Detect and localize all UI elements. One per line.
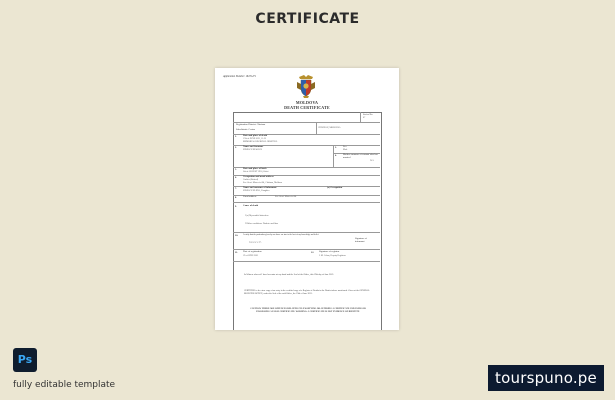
section-value: 17th of JUNE 2021, 11:25 MEMORIAL REGIONAL HOSPITAL: [243, 138, 278, 143]
section-value: Str. Alexei Mateevici 84: [275, 196, 297, 198]
registrar-name: I. M. Ceban, Deputy Registrar: [319, 255, 346, 257]
section-number: 4.: [335, 154, 337, 157]
caution-warning: CAUTION: THERE ARE OFFENCES RELATING TO FALSIFYING OR ALTERING A CERTIFICATE AND USING OR POSSESSING A FALSE CERTIFICATE. WARNING: A CERTIFICATE IS NOT EVIDENCE OF IDENTITY.: [250, 308, 366, 313]
series-value: 07: [363, 117, 366, 119]
section-number: 1.: [235, 135, 237, 138]
section-value: IONESCU MARIAN: [243, 149, 262, 151]
section-value: IONESCU ELENA, Daughter: [243, 190, 270, 192]
section-value: N/A: [370, 160, 374, 162]
section-label: Occupation and usual address: [243, 175, 274, 178]
signature-informant-label: Signature of informant: [355, 237, 367, 243]
section-label: Date of registration: [243, 250, 262, 253]
witness-paragraph: In Witness whereof I have hereunto set my hand and the Seal of the Office, this 19th day of June 2021.: [244, 274, 334, 276]
section-value: 19 of JUNE 2021: [243, 255, 259, 257]
section-number: 7.: [235, 187, 237, 190]
section-value: 5th of AUGUST 1950, Orhei: [243, 171, 269, 173]
section-label: Maiden surname of woman who has married: [343, 153, 378, 159]
death-certificate-document: [215, 68, 399, 330]
coat-of-arms-emblem: [295, 73, 317, 99]
informant-signature: Ionescu E.: [249, 240, 262, 244]
section-number: 9.: [235, 205, 237, 208]
registration-district-label: Registration District: Chisinau: [236, 123, 266, 126]
certificate-title: DEATH CERTIFICATE: [284, 105, 330, 110]
section-number: 2.: [235, 146, 237, 149]
section-number: 10.: [235, 234, 238, 237]
certificate-country: MOLDOVA: [295, 100, 319, 105]
section-label: I certify that the particulars given by me above are true to the best of my knowledge and belief: [243, 234, 319, 236]
section-label: Sex: [343, 145, 347, 148]
section-label: Cause of death: [243, 204, 259, 207]
registration-district-value: CHISINAU, MOLDOVA: [318, 127, 341, 129]
application-number: Application Number: 18231471: [223, 75, 256, 78]
capacity-label: (a) Occupation: [327, 186, 343, 189]
section-number: 12.: [311, 251, 314, 254]
certified-paragraph: CERTIFIED to be a true copy of an entry in the certified copy of a Register of Deaths in the District above mentioned. Given at the GENERAL REGISTER OFFICE, under the Seal of the said Office, the 19th of June 2021.: [244, 290, 370, 295]
page-heading: CERTIFICATE: [255, 11, 360, 27]
section-number: 8.: [235, 196, 237, 199]
sub-district-label: Sub-district: Centru: [236, 128, 255, 131]
section-number: 5.: [235, 168, 237, 171]
section-number: 6.: [235, 176, 237, 179]
section-label: Usual address: [243, 195, 257, 198]
section-label: Signature of registrar: [319, 250, 340, 253]
series-label: Series No.: [363, 113, 373, 116]
section-label: Date and place of birth: [243, 167, 267, 170]
section-label: Date and place of death: [243, 134, 268, 137]
section-label: Name and Surname: [243, 145, 264, 148]
template-note: fully editable template: [13, 380, 116, 390]
section-value: I (a) Myocardial infarction II Other conditions: Diabetes mellitus: [245, 215, 279, 225]
photoshop-icon: Ps: [13, 348, 37, 372]
section-label: Name and surname of informant: [243, 186, 277, 189]
section-value: Cashier (Retired) Str. Alexei Mateevici 84, Chisinau, Moldova: [243, 179, 283, 184]
section-number: 3.: [335, 146, 337, 149]
section-value: Male: [343, 149, 348, 151]
section-number: 11.: [235, 251, 238, 254]
brand-badge[interactable]: tourspuno.pe: [488, 365, 604, 391]
